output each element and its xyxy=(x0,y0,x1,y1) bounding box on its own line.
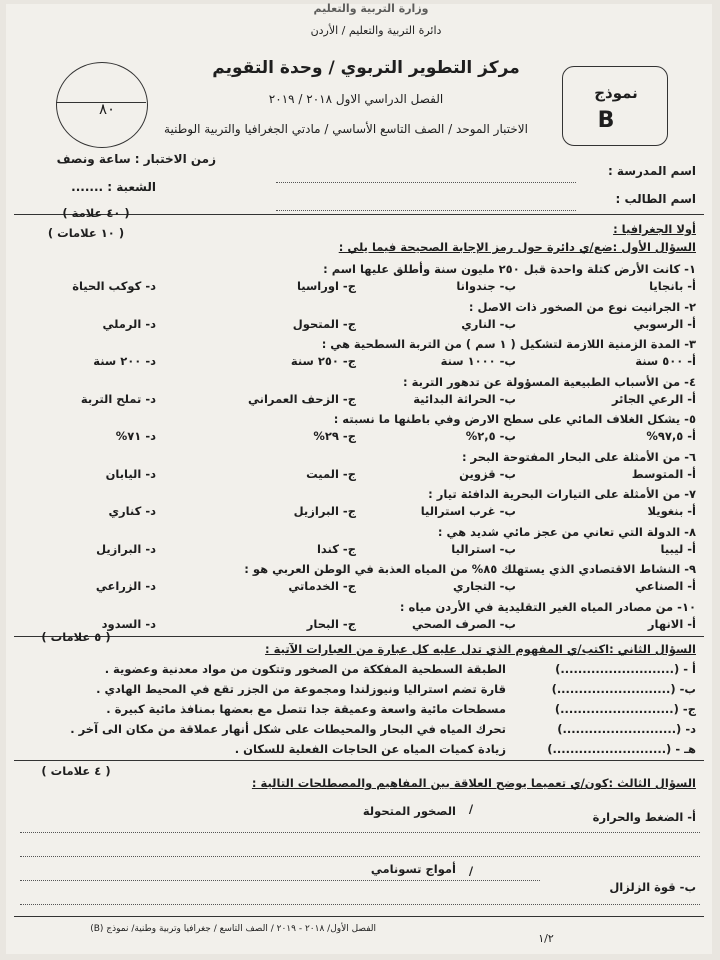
q3-item-a-term: الصخور المتحولة xyxy=(362,804,456,818)
q2-item-5-text: زيادة كميات المياه عن الحاجات الفعلية للسكان . xyxy=(234,742,506,756)
q1-item-8-option-b[interactable]: ب- استراليا xyxy=(451,541,516,556)
model-letter: B xyxy=(597,108,615,133)
q1-item-3-option-d[interactable]: د- ٢٠٠ سنة xyxy=(93,354,156,368)
center-title: مركز التطوير التربوي / وحدة التقويم xyxy=(212,58,520,78)
q3-title: السؤال الثالث :كون/ي تعميما يوضح العلاقة بين المفاهيم والمصطلحات التالية : xyxy=(251,776,696,790)
q1-item-7-option-d[interactable]: د- كناري xyxy=(108,504,156,518)
exam-line: الاختبار الموحد / الصف التاسع الأساسي / مادتي الجغرافيا والتربية الوطنية xyxy=(164,122,528,136)
q1-item-4-option-b[interactable]: ب- الحراثة البدائية xyxy=(413,391,516,406)
q1-title: السؤال الأول :ضع/ي دائرة حول رمز الإجابة الصحيحة فيما يلي : xyxy=(338,240,696,254)
q1-item-3-stem: ٣- المدة الزمنية اللازمة لتشكيل ( ١ سم ) من التربة السطحية هي : xyxy=(321,337,696,351)
q2-marks: ( ٥ علامات ) xyxy=(41,630,111,644)
q1-item-10-stem: ١٠- من مصادر المياه الغير التقليدية في الأردن مياه : xyxy=(399,599,696,614)
q3-answer-line-a1[interactable] xyxy=(20,832,700,833)
q1-item-10-option-c[interactable]: ج- البحار xyxy=(306,616,356,631)
q1-item-3-option-b[interactable]: ب- ١٠٠٠ سنة xyxy=(440,354,516,368)
q1-item-3-option-c[interactable]: ج- ٢٥٠ سنة xyxy=(290,354,356,368)
q1-item-10-option-a[interactable]: أ- الانهار xyxy=(647,616,696,631)
q1-item-6-stem: ٦- من الأمثلة على البحار المفتوحة البحر : xyxy=(461,449,696,464)
semester-line: الفصل الدراسي الاول ٢٠١٨ / ٢٠١٩ xyxy=(268,92,444,106)
q2-item-2-text: قارة تضم استراليا ونيوزلندا ومجموعة من الجزر تقع في المحيط الهادي . xyxy=(96,682,506,696)
q1-item-10-option-b[interactable]: ب- الصرف الصحي xyxy=(412,616,516,631)
q1-item-5-option-d[interactable]: د- ٧١% xyxy=(115,429,156,443)
q1-item-5-option-c[interactable]: ج- ٢٩% xyxy=(313,429,356,443)
q1-item-2-option-d[interactable]: د- الرملي xyxy=(102,316,156,331)
department-line: دائرة التربية والتعليم / الأردن xyxy=(310,24,442,37)
q1-item-6-option-c[interactable]: ج- الميت xyxy=(306,466,356,481)
q3-answer-line-b2[interactable] xyxy=(20,904,700,905)
exam-sheet xyxy=(6,4,712,954)
school-name-field[interactable] xyxy=(276,182,576,183)
q1-item-8-option-c[interactable]: ج- كندا xyxy=(316,541,356,556)
q1-item-8-option-a[interactable]: أ- ليبيا xyxy=(660,541,696,556)
q1-item-1-option-d[interactable]: د- كوكب الحياة xyxy=(72,279,156,293)
q1-item-2-option-a[interactable]: أ- الرسوبي xyxy=(633,316,696,331)
q1-item-4-stem: ٤- من الأسباب الطبيعية المسؤولة عن تدهور التربة : xyxy=(403,374,696,389)
q1-marks: ( ١٠ علامات ) xyxy=(47,226,125,240)
q1-item-2-option-c[interactable]: ج- المتحول xyxy=(292,316,356,331)
q1-item-6-option-b[interactable]: ب- قزوين xyxy=(459,466,516,481)
q2-item-4-text: تحرك المياه في البحار والمحيطات على شكل أنهار عملاقة من مكان الى آخر . xyxy=(70,722,506,736)
footer-rule xyxy=(14,916,704,917)
q2-item-1-answer[interactable]: أ - (..........................) xyxy=(555,662,696,676)
q3-answer-line-a2[interactable] xyxy=(20,856,700,857)
q1-item-3-option-a[interactable]: أ- ٥٠٠ سنة xyxy=(635,354,696,368)
part-title: أولا الجغرافيا : xyxy=(613,222,696,236)
q3-marks: ( ٤ علامات ) xyxy=(41,764,111,778)
q3-item-a-sep: / xyxy=(468,802,474,816)
q3-item-b-label: ب- قوة الزلزال xyxy=(609,880,696,894)
q1-item-10-option-d[interactable]: د- السدود xyxy=(101,616,156,631)
q1-item-1-option-a[interactable]: أ- بانجايا xyxy=(649,279,696,293)
model-label: نموذج xyxy=(594,84,638,102)
q1-item-6-option-d[interactable]: د- اليابان xyxy=(105,466,156,481)
q1-item-1-option-c[interactable]: ج- اوراسيا xyxy=(296,279,356,293)
page-number: ١/٢ xyxy=(538,932,554,945)
q1-item-4-option-d[interactable]: د- تملح التربة xyxy=(80,391,156,406)
section-label: الشعبة : ....... xyxy=(71,180,156,194)
q1-item-2-option-b[interactable]: ب- الناري xyxy=(461,316,516,331)
q2-item-2-answer[interactable]: ب- (..........................) xyxy=(551,682,696,696)
q2-item-1-text: الطبقة السطحية المفككة من الصخور وتتكون من مواد معدنية وعضوية . xyxy=(104,662,506,676)
q1-item-8-stem: ٨- الدولة التي تعاني من عجز مائي شديد هي : xyxy=(437,524,696,539)
q3-answer-line-b1[interactable] xyxy=(20,880,540,881)
q2-item-4-answer[interactable]: د- (..........................) xyxy=(557,722,696,736)
q1-item-9-option-d[interactable]: د- الزراعي xyxy=(95,579,156,593)
student-name-label: اسم الطالب : xyxy=(615,192,696,206)
q3-item-a-label: أ- الضغط والحرارة xyxy=(592,810,696,824)
q3-item-b-term: أمواج تسونامي xyxy=(370,862,456,876)
q2-item-3-answer[interactable]: ج- (..........................) xyxy=(554,702,696,716)
q1-item-1-option-b[interactable]: ب- جندوانا xyxy=(456,279,516,293)
q3-item-b-sep: / xyxy=(468,864,474,878)
q1-item-7-option-b[interactable]: ب- غرب استراليا xyxy=(420,504,516,518)
q1-item-8-option-d[interactable]: د- البرازيل xyxy=(96,541,156,556)
footer-text: (B) الفصل الأول/ ٢٠١٨ - ٢٠١٩ / الصف التاسع / جغرافيا وتربية وطنية/ نموذج xyxy=(90,924,376,934)
q1-item-7-option-c[interactable]: ج- البرازيل xyxy=(293,504,356,518)
student-name-field[interactable] xyxy=(276,210,576,211)
q2-rule xyxy=(14,760,704,761)
school-name-label: اسم المدرسة : xyxy=(607,164,696,178)
q1-item-7-stem: ٧- من الأمثلة على التيارات البحرية الدافئة تيار : xyxy=(428,487,696,501)
q1-item-9-option-a[interactable]: أ- الصناعي xyxy=(635,579,696,593)
q2-title: السؤال الثاني :اكتب/ي المفهوم الذي تدل عليه كل عبارة من العبارات الآتية : xyxy=(265,642,696,656)
q1-item-2-stem: ٢- الجرانيت نوع من الصخور ذات الاصل : xyxy=(468,299,696,314)
q1-item-6-option-a[interactable]: أ- المتوسط xyxy=(631,466,696,481)
q1-item-5-option-b[interactable]: ب- ٢,٥% xyxy=(465,429,516,443)
q1-item-9-stem: ٩- النشاط الاقتصادي الذي يستهلك ٨٥% من المياه العذبة في الوطن العربي هو : xyxy=(244,562,696,576)
q1-item-4-option-c[interactable]: ج- الزحف العمراني xyxy=(248,391,356,406)
crest-text: وزارة التربية والتعليم xyxy=(313,2,429,15)
part-marks: ( ٤٠ علامة ) xyxy=(62,206,130,220)
q1-item-4-option-a[interactable]: أ- الرعي الجائر xyxy=(612,391,696,406)
duration-label: زمن الاختبار : ساعة ونصف xyxy=(56,152,216,166)
q1-item-9-option-c[interactable]: ج- الخدماتي xyxy=(288,579,356,593)
model-box xyxy=(562,66,668,146)
q1-item-7-option-a[interactable]: أ- بنغويلا xyxy=(647,504,696,518)
total-mark: ٨٠ xyxy=(98,100,116,118)
q2-item-3-text: مسطحات مائية واسعة وعميقة جدا تتصل مع بعضها بمنافذ مائية كبيرة . xyxy=(106,702,506,716)
q1-item-5-stem: ٥- يشكل الغلاف المائي على سطح الارض وفي باطنها ما نسبته : xyxy=(333,412,696,426)
q2-item-5-answer[interactable]: هـ - (..........................) xyxy=(547,742,696,756)
q1-item-1-stem: ١- كانت الأرض كتلة واحدة قبل ٢٥٠ مليون سنة وأطلق عليها اسم : xyxy=(323,262,696,276)
q1-item-5-option-a[interactable]: أ- ٩٧,٥% xyxy=(646,429,696,443)
q1-item-9-option-b[interactable]: ب- التجاري xyxy=(452,579,516,593)
